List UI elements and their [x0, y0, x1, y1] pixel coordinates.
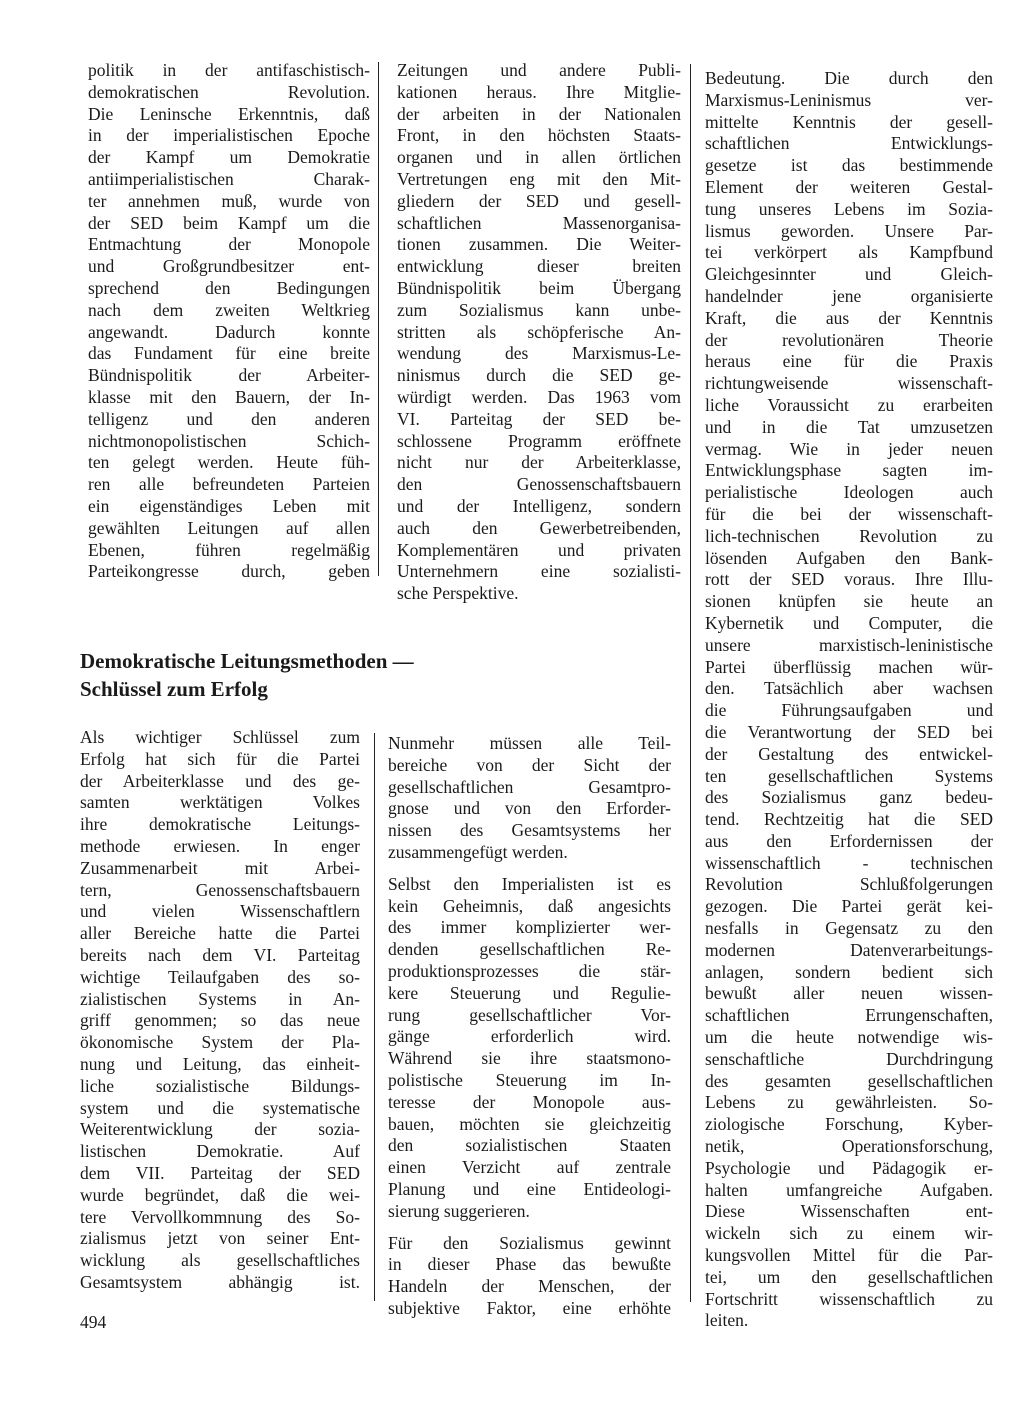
text-line: rung gesellschaftlicher Vor-	[388, 1004, 671, 1025]
text-line: ninismus durch die SED ge-	[397, 365, 681, 386]
text-line: der Arbeiterklasse und des ge-	[80, 770, 360, 791]
text-line: ren alle befreundeten Parteien	[88, 474, 370, 495]
text-line: richtungweisende wissenschaft-	[705, 373, 993, 394]
text-line: kungsvollen Mittel für die Par-	[705, 1245, 993, 1266]
text-line: Gleichgesinnter und Gleich-	[705, 264, 993, 285]
text-line: demokratischen Revolution.	[88, 81, 370, 102]
text-line: ten gesellschaftlichen Systems	[705, 765, 993, 786]
text-line: kein Geheimnis, daß angesichts	[388, 895, 671, 916]
column-rule-right	[690, 64, 691, 1302]
text-line: nung und Leitung, das einheit-	[80, 1053, 360, 1074]
column-top-middle	[397, 60, 681, 605]
text-line: Psychologie und Pädagogik er-	[705, 1157, 993, 1178]
text-line: wicklung als gesellschaftliches	[80, 1250, 360, 1271]
text-line: Handeln der Menschen, der	[388, 1276, 671, 1297]
text-line: nissen des Gesamtsystems her	[388, 820, 671, 841]
text-line: Bündnispolitik der Arbeiter-	[88, 365, 370, 386]
text-line: schlossene Programm eröffnete	[397, 430, 681, 451]
text-line: Zeitungen und andere Publi-	[397, 60, 681, 80]
text-line: samten werktätigen Volkes	[80, 792, 360, 813]
text-line: Für den Sozialismus gewinnt	[388, 1232, 671, 1253]
text-line: einen Verzicht auf zentrale	[388, 1157, 671, 1178]
text-line: liche Voraussicht zu erarbeiten	[705, 394, 993, 415]
text-line: und in die Tat umzusetzen	[705, 416, 993, 437]
text-line: Ebenen, führen regelmäßig	[88, 539, 370, 560]
text-line: der Gestaltung des entwickel-	[705, 743, 993, 764]
column-top-left	[88, 60, 370, 583]
text-line: Nunmehr müssen alle Teil-	[388, 733, 671, 753]
text-line: ein eigenständiges Leben mit	[88, 495, 370, 516]
text-line: nicht nur der Arbeiterklasse,	[397, 452, 681, 473]
text-line: produktionsprozesses die stär-	[388, 960, 671, 981]
text-line: aus den Erfordernissen der	[705, 830, 993, 851]
text-line: telligenz und den anderen	[88, 408, 370, 429]
text-line: tern, Genossenschaftsbauern	[80, 879, 360, 900]
text-line: denden gesellschaftlichen Re-	[388, 939, 671, 960]
text-line: zusammengefügt werden.	[388, 841, 568, 862]
text-line: der arbeiten in der Nationalen	[397, 103, 681, 124]
text-line: Entmachtung der Monopole	[88, 234, 370, 255]
text-line: lich-technischen Revolution zu	[705, 525, 993, 546]
text-line: Erfolg hat sich für die Partei	[80, 748, 360, 769]
text-line: sprechend den Bedingungen	[88, 277, 370, 298]
text-line: senschaftliche Durchdringung	[705, 1048, 993, 1069]
text-line: gnose und von den Erforder-	[388, 798, 671, 819]
text-line: mittelte Kenntnis der gesell-	[705, 111, 993, 132]
text-line: Vertretungen eng mit den Mit-	[397, 168, 681, 189]
text-line: tionen zusammen. Die Weiter-	[397, 234, 681, 255]
text-line: system und die systematische	[80, 1097, 360, 1118]
text-line: in der imperialistischen Epoche	[88, 125, 370, 146]
text-line: zialismus jetzt von seiner Ent-	[80, 1228, 360, 1249]
text-line: schaftlichen Errungenschaften,	[705, 1005, 993, 1026]
text-line: und vielen Wissenschaftlern	[80, 901, 360, 922]
text-line: tend. Rechtzeitig hat die SED	[705, 809, 993, 830]
text-line: Weiterentwicklung der sozia-	[80, 1119, 360, 1140]
text-line: des immer komplizierter wer-	[388, 917, 671, 938]
text-line: organen und in allen örtlichen	[397, 147, 681, 168]
text-line: des gesamten gesellschaftlichen	[705, 1070, 993, 1091]
text-line: wissenschaftlich - technischen	[705, 852, 993, 873]
text-line: teresse der Monopole aus-	[388, 1091, 671, 1112]
text-line: Selbst den Imperialisten ist es	[388, 873, 671, 894]
text-line: bereits nach dem VI. Parteitag	[80, 944, 360, 965]
text-line: sionen knüpfen sie heute an	[705, 591, 993, 612]
text-line: gänge erforderlich wird.	[388, 1026, 671, 1047]
text-line: ihre demokratische Leitungs-	[80, 814, 360, 835]
text-line: Diese Wissenschaften ent-	[705, 1201, 993, 1222]
text-line: wurde begründet, daß die wei-	[80, 1184, 360, 1205]
text-line: aller Bereiche hatte die Partei	[80, 923, 360, 944]
text-line: der revolutionären Theorie	[705, 329, 993, 350]
text-line: dem VII. Parteitag der SED	[80, 1162, 360, 1183]
text-line: polistische Steuerung im In-	[388, 1069, 671, 1090]
text-line: Bündnispolitik beim Übergang	[397, 277, 681, 298]
text-line: Als wichtiger Schlüssel zum	[80, 727, 360, 747]
text-line: den Genossenschaftsbauern	[397, 474, 681, 495]
text-line: Revolution Schlußfolgerungen	[705, 874, 993, 895]
text-line: Front, in den höchsten Staats-	[397, 125, 681, 146]
text-line: VI. Parteitag der SED be-	[397, 408, 681, 429]
text-line: Fortschritt wissenschaftlich zu	[705, 1288, 993, 1309]
text-line: Komplementären und privaten	[397, 539, 681, 560]
text-line: gesellschaftlichen Gesamtpro-	[388, 776, 671, 797]
column-bottom-middle	[388, 733, 671, 1320]
text-line: bereiche von der Sicht der	[388, 754, 671, 775]
text-line: Zusammenarbeit mit Arbei-	[80, 857, 360, 878]
text-line: tei verkörpert als Kampfbund	[705, 242, 993, 263]
text-line: anlagen, sondern bedient sich	[705, 961, 993, 982]
text-line: wickeln sich zu einem wir-	[705, 1223, 993, 1244]
text-line: und Großgrundbesitzer ent-	[88, 256, 370, 277]
text-line: zum Sozialismus kann unbe-	[397, 299, 681, 320]
text-line: ziologische Forschung, Kyber-	[705, 1114, 993, 1135]
text-line: gezogen. Die Partei gerät kei-	[705, 896, 993, 917]
text-line: in dieser Phase das bewußte	[388, 1254, 671, 1275]
text-line: lismus geworden. Unsere Par-	[705, 220, 993, 241]
section-heading-line-2: Schlüssel zum Erfolg	[80, 677, 268, 701]
text-line: Während sie ihre staatsmono-	[388, 1048, 671, 1069]
text-line: gliedern der SED und gesell-	[397, 190, 681, 211]
text-line: Die Leninsche Erkenntnis, daß	[88, 103, 370, 124]
text-line: Kraft, die aus der Kenntnis	[705, 307, 993, 328]
text-line: wendung des Marxismus-Le-	[397, 343, 681, 364]
text-line: ter annehmen muß, wurde von	[88, 190, 370, 211]
text-line: subjektive Faktor, eine erhöhte	[388, 1297, 671, 1318]
text-line: entwicklung dieser breiten	[397, 256, 681, 277]
text-line: um die heute notwendige wis-	[705, 1027, 993, 1048]
text-line: den sozialistischen Staaten	[388, 1135, 671, 1156]
text-line: perialistische Ideologen auch	[705, 482, 993, 503]
page-number: 494	[80, 1312, 107, 1332]
text-line: halten umfangreiche Aufgaben.	[705, 1179, 993, 1200]
text-line: tei, um den gesellschaftlichen	[705, 1266, 993, 1287]
text-line: rott der SED voraus. Ihre Illu-	[705, 569, 993, 590]
text-line: Lebens zu gewährleisten. So-	[705, 1092, 993, 1113]
text-line: der SED beim Kampf um die	[88, 212, 370, 233]
text-line: stritten als schöpferische An-	[397, 321, 681, 342]
text-line: die Führungsaufgaben und	[705, 700, 993, 721]
column-bottom-left	[80, 727, 360, 1294]
text-line: netik, Operationsforschung,	[705, 1136, 993, 1157]
text-line: Gesamtsystem abhängig ist.	[80, 1271, 360, 1292]
text-line: auch den Gewerbetreibenden,	[397, 517, 681, 538]
text-line: den. Tatsächlich aber wachsen	[705, 678, 993, 699]
text-line: Planung und eine Entideologi-	[388, 1178, 671, 1199]
text-line: nichtmonopolistischen Schich-	[88, 430, 370, 451]
text-line: Parteikongresse durch, geben	[88, 561, 370, 582]
text-line: leiten.	[705, 1310, 749, 1331]
column-rule-bottom	[374, 733, 375, 1301]
text-line: heraus eine für die Praxis	[705, 351, 993, 372]
text-line: angewandt. Dadurch konnte	[88, 321, 370, 342]
text-line: der Kampf um Demokratie	[88, 147, 370, 168]
text-line: Element der weiteren Gestal-	[705, 176, 993, 197]
text-line: Entwicklungsphase sagten im-	[705, 460, 993, 481]
text-line: kere Steuerung und Regulie-	[388, 982, 671, 1003]
section-heading	[80, 647, 500, 703]
text-line: bewußt aller neuen wissen-	[705, 983, 993, 1004]
text-line: Bedeutung. Die durch den	[705, 68, 993, 88]
text-line: nach dem zweiten Weltkrieg	[88, 299, 370, 320]
text-line: tung unseres Lebens im Sozia-	[705, 198, 993, 219]
text-line: nesfalls in Gegensatz zu den	[705, 918, 993, 939]
text-line: Unternehmern eine sozialisti-	[397, 561, 681, 582]
text-line: handelnder jene organisierte	[705, 285, 993, 306]
text-line: listischen Demokratie. Auf	[80, 1141, 360, 1162]
text-line: gesetze ist das bestimmende	[705, 155, 993, 176]
text-line: schaftlichen Entwicklungs-	[705, 133, 993, 154]
text-line: griff genommen; so das neue	[80, 1010, 360, 1031]
text-line: Partei überflüssig machen wür-	[705, 656, 993, 677]
column-rule-top	[378, 62, 379, 576]
text-line: ökonomische System der Pla-	[80, 1032, 360, 1053]
text-line: sierung suggerieren.	[388, 1200, 530, 1221]
text-line: Kybernetik und Computer, die	[705, 612, 993, 633]
text-line: methode erwiesen. In enger	[80, 835, 360, 856]
text-line: für die bei der wissenschaft-	[705, 503, 993, 524]
text-line: ten gelegt werden. Heute füh-	[88, 452, 370, 473]
text-line: antiimperialistischen Charak-	[88, 168, 370, 189]
text-line: tere Vervollkommnung des So-	[80, 1206, 360, 1227]
text-line: unsere marxistisch-leninistische	[705, 634, 993, 655]
text-line: und der Intelligenz, sondern	[397, 495, 681, 516]
text-line: klasse mit den Bauern, der In-	[88, 386, 370, 407]
text-line: des Sozialismus ganz bedeu-	[705, 787, 993, 808]
text-line: schaftlichen Massenorganisa-	[397, 212, 681, 233]
text-line: Marxismus-Leninismus ver-	[705, 89, 993, 110]
text-line: das Fundament für eine breite	[88, 343, 370, 364]
text-line: politik in der antifaschistisch-	[88, 60, 370, 80]
text-line: modernen Datenverarbeitungs-	[705, 939, 993, 960]
text-line: bauen, möchten sie gleichzeitig	[388, 1113, 671, 1134]
text-line: zialistischen Systems in An-	[80, 988, 360, 1009]
text-line: liche sozialistische Bildungs-	[80, 1075, 360, 1096]
text-line: sche Perspektive.	[397, 583, 519, 604]
column-right	[705, 68, 993, 1332]
text-line: kationen heraus. Ihre Mitglie-	[397, 81, 681, 102]
text-line: vermag. Wie in jeder neuen	[705, 438, 993, 459]
text-line: würdigt werden. Das 1963 vom	[397, 386, 681, 407]
text-line: lösenden Aufgaben den Bank-	[705, 547, 993, 568]
text-line: die Verantwortung der SED bei	[705, 721, 993, 742]
section-heading-line-1: Demokratische Leitungsmethoden —	[80, 649, 414, 673]
text-line: wichtige Teilaufgaben des so-	[80, 966, 360, 987]
text-line: gewählten Leitungen auf allen	[88, 517, 370, 538]
